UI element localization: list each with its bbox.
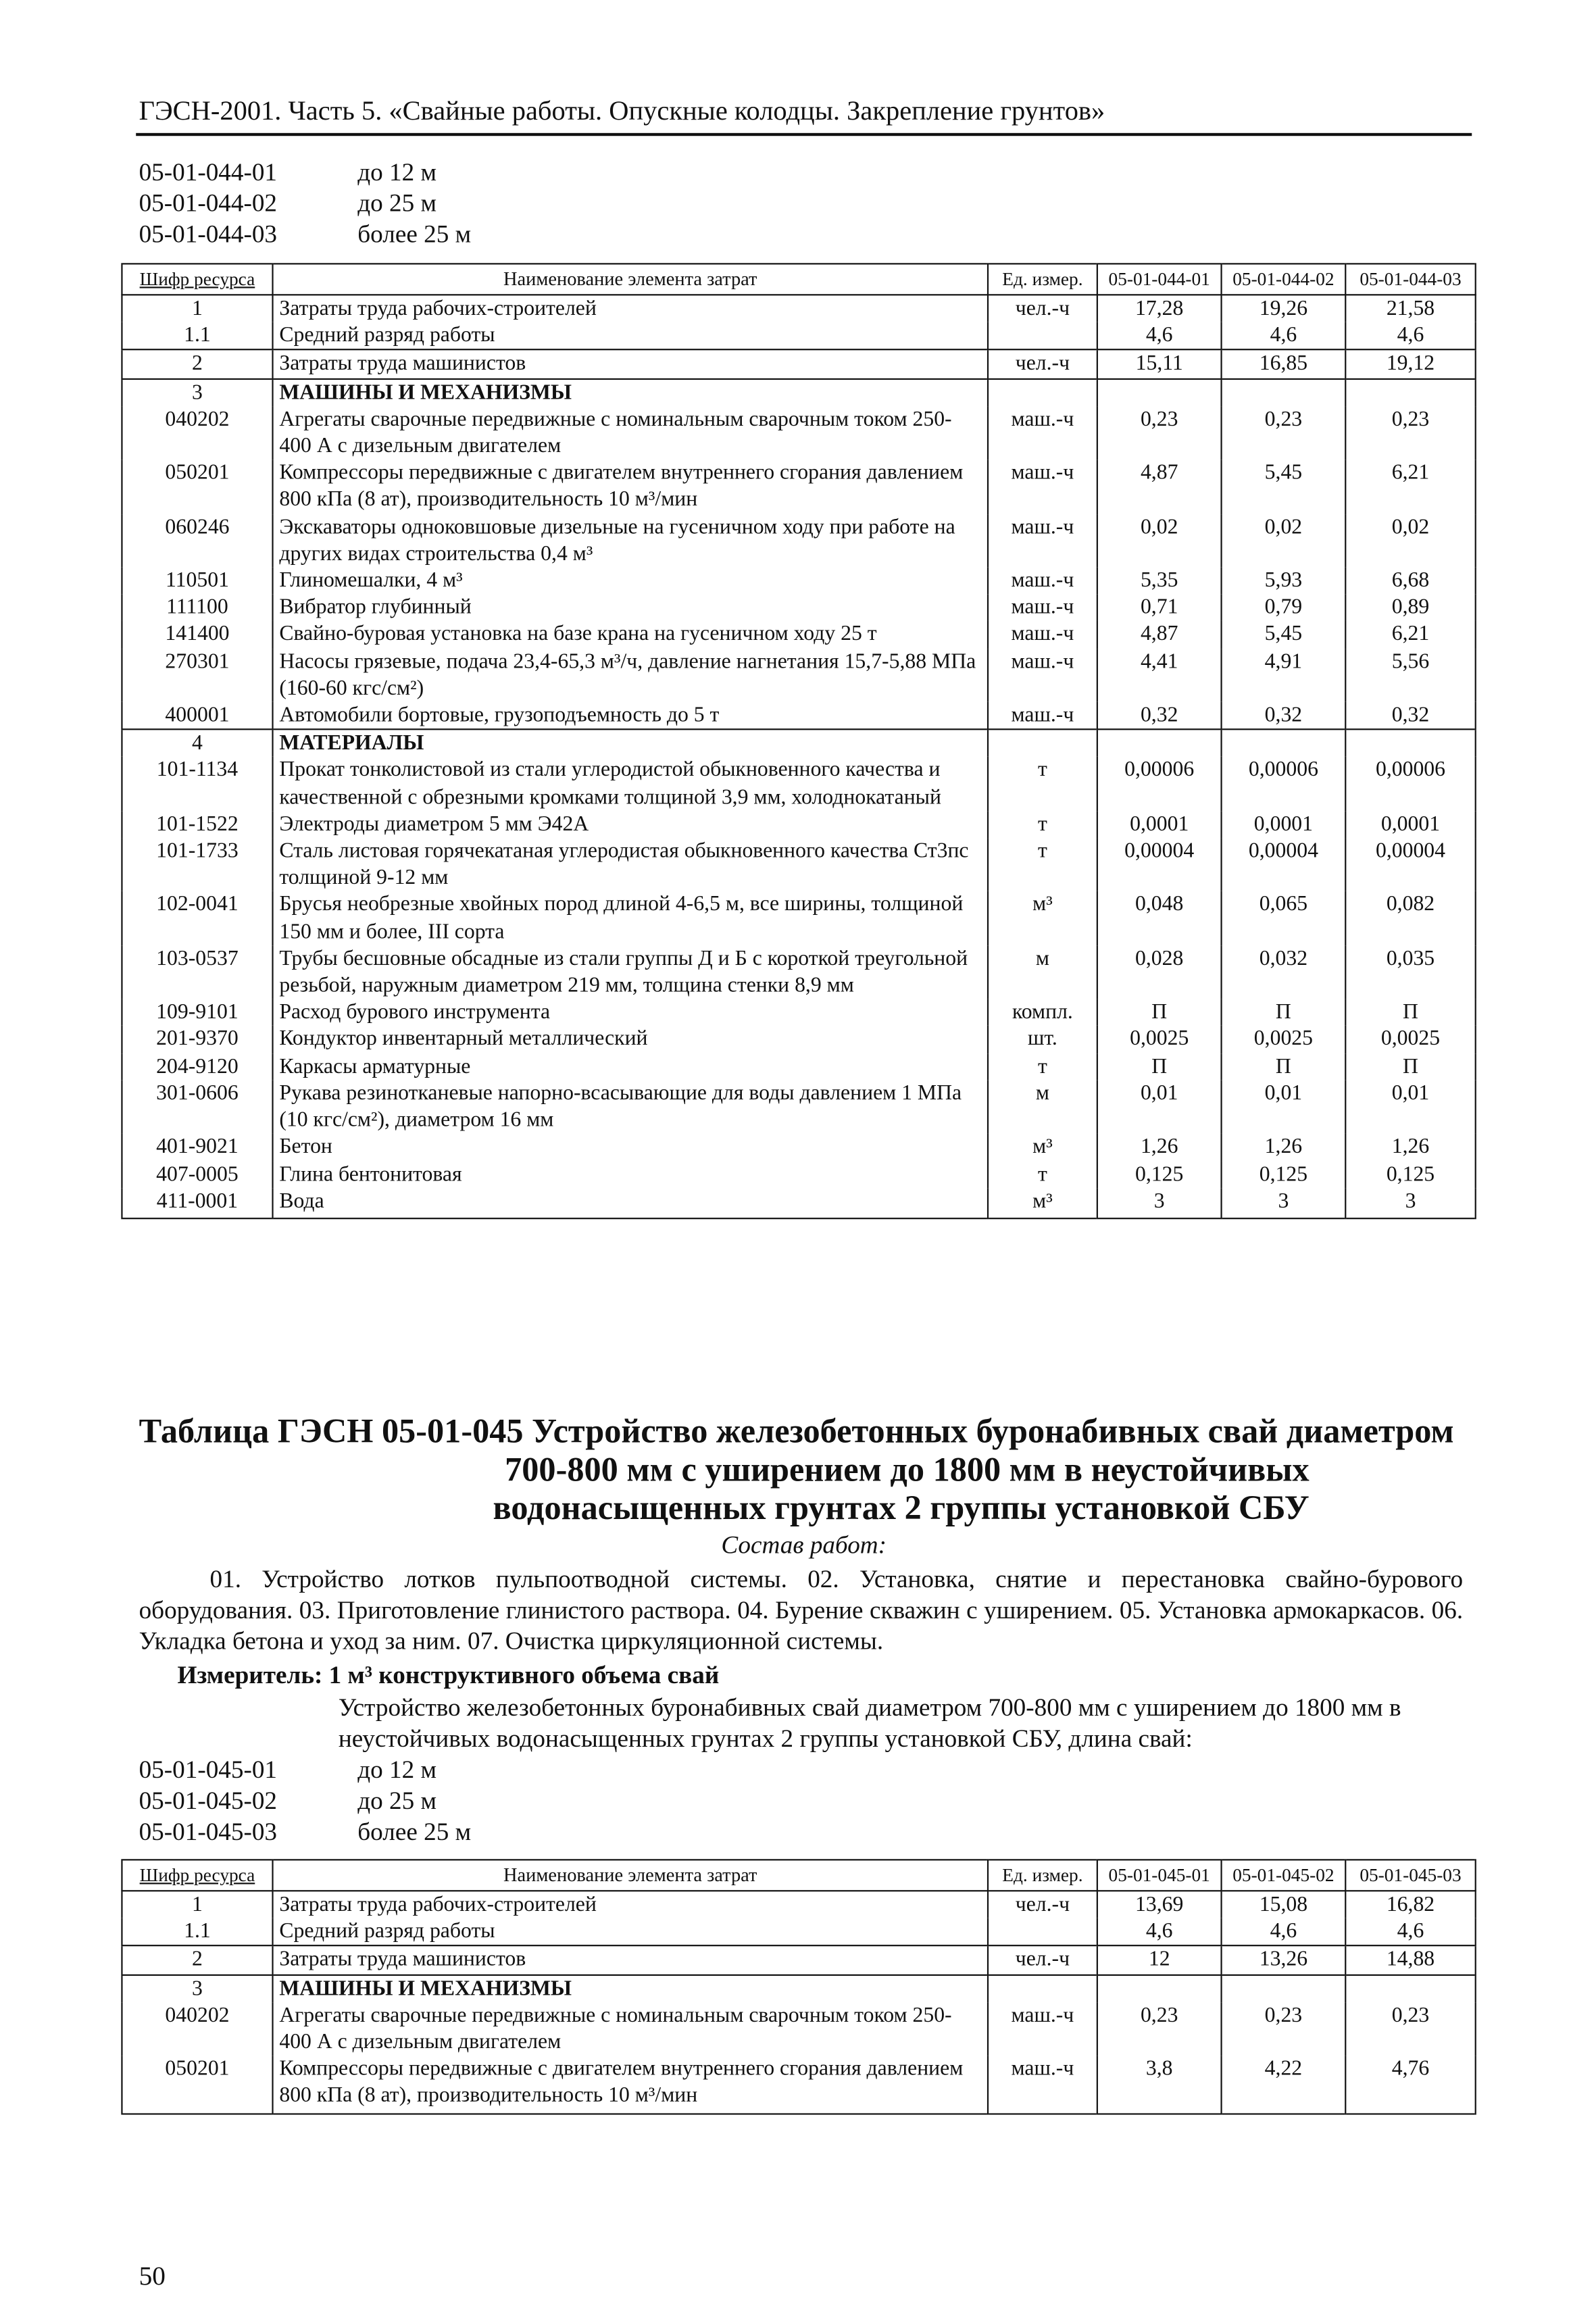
cell-norm-1 [1097,378,1222,406]
cell-cost-element: Автомобили бортовые, грузоподъемность до 5 т [273,702,989,730]
cell-cost-element: Затраты труда машинистов [273,350,989,378]
cell-resource-code: 4 [122,730,272,757]
cell-cost-element: Затраты труда рабочих-строителей [273,295,989,322]
table-row [122,757,1475,812]
cell-norm-1: 13,69 [1097,1891,1222,1918]
cell-norm-1: 0,23 [1097,406,1222,460]
cell-norm-2: 0,32 [1222,702,1346,730]
code-list-row [139,157,730,188]
cell-cost-element: Рукава резинотканевые напорно-всасывающие для воды давлением 1 МПа (10 кгс/см²), диаметром 16 мм [273,1080,989,1134]
table-row [122,811,1475,838]
cell-norm-2: 1,26 [1222,1134,1346,1161]
cell-norm-3: 0,0001 [1345,811,1475,838]
cell-cost-element: Расход бурового инструмента [273,999,989,1026]
cell-norm-2: 0,02 [1222,514,1346,568]
cell-norm-1: 0,02 [1097,514,1222,568]
cell-norm-1: 5,35 [1097,568,1222,595]
cell-norm-2: 0,0025 [1222,1026,1346,1053]
cell-unit: чел.-ч [988,1946,1097,1974]
cell-unit: м³ [988,1134,1097,1161]
cell-unit: шт. [988,1026,1097,1053]
cell-norm-3: 0,01 [1345,1080,1475,1134]
cell-norm-2: 0,79 [1222,595,1346,622]
cell-norm-1: 0,048 [1097,892,1222,946]
cell-cost-element: Трубы бесшовные обсадные из стали группы Д и Б с короткой треугольной резьбой, наружным диаметром 219 мм, толщина стенки 8,9 мм [273,945,989,999]
cell-norm-3: 5,56 [1345,648,1475,702]
cell-resource-code: 040202 [122,2002,272,2056]
cell-resource-code: 2 [122,1946,272,1974]
cell-resource-code: 1.1 [122,1918,272,1946]
cell-cost-element: Вода [273,1188,989,1218]
cell-cost-element: Компрессоры передвижные с двигателем внутреннего сгорания давлением 800 кПа (8 ат), производительность 10 м³/мин [273,2056,989,2114]
cell-unit [988,322,1097,350]
cell-norm-1: 3 [1097,1188,1222,1218]
cell-unit: маш.-ч [988,460,1097,514]
cell-norm-3: 1,26 [1345,1134,1475,1161]
cell-norm-3: 16,82 [1345,1891,1475,1918]
cell-norm-1: 3,8 [1097,2056,1222,2114]
header-norm-1: 05-01-045-01 [1097,1860,1222,1891]
cell-unit: м³ [988,1188,1097,1218]
resource-table-body [122,1891,1475,2113]
cell-resource-code: 101-1134 [122,757,272,812]
cell-norm-2: 15,08 [1222,1891,1346,1918]
cell-norm-2 [1222,378,1346,406]
cell-resource-code: 270301 [122,648,272,702]
code-list-row [139,188,730,219]
cell-cost-element: Средний разряд работы [273,1918,989,1946]
cell-norm-2: 0,01 [1222,1080,1346,1134]
cell-unit [988,378,1097,406]
cell-cost-element: Вибратор глубинный [273,595,989,622]
table-row [122,295,1475,322]
cell-cost-element: Агрегаты сварочные передвижные с номинальным сварочным током 250-400 А с дизельным двигателем [273,2002,989,2056]
cell-norm-3: 14,88 [1345,1946,1475,1974]
cell-unit: маш.-ч [988,621,1097,648]
code-length: до 25 м [357,1787,437,1815]
cell-cost-element: МАШИНЫ И МЕХАНИЗМЫ [273,1974,989,2002]
cell-norm-3: 0,125 [1345,1161,1475,1188]
cell-cost-element: Электроды диаметром 5 мм Э42А [273,811,989,838]
cell-resource-code: 102-0041 [122,892,272,946]
cell-norm-3: 4,76 [1345,2056,1475,2114]
cell-unit [988,730,1097,757]
cell-cost-element: Прокат тонколистовой из стали углеродистой обыкновенного качества и качественной с обрезными кромками толщиной 3,9 мм, холоднокатаный [273,757,989,812]
code-list-row [139,1785,730,1816]
cell-norm-2: 0,125 [1222,1161,1346,1188]
cell-norm-2 [1222,1974,1346,2002]
table-row [122,1134,1475,1161]
cell-unit: компл. [988,999,1097,1026]
table-row [122,648,1475,702]
cell-norm-3: 0,32 [1345,702,1475,730]
cell-resource-code: 101-1733 [122,838,272,892]
cell-cost-element: Насосы грязевые, подача 23,4-65,3 м³/ч, давление нагнетания 15,7-5,88 МПа (160-60 кгс/см²) [273,648,989,702]
table-row [122,1053,1475,1080]
works-composition-text: 01. Устройство лотков пульпоотводной системы. 02. Установка, снятие и перестановка свайно-бурового оборудования. 03. Приготовление глинистого раствора. 04. Бурение скважин с уширением. 05. Установка армокаркасов. 06. Укладка бетона и уход за ним. 07. Очистка циркуляционной системы. [139,1565,1464,1656]
header-norm-3: 05-01-045-03 [1345,1860,1475,1891]
cell-norm-2: 4,6 [1222,1918,1346,1946]
table-row [122,568,1475,595]
cell-resource-code: 111100 [122,595,272,622]
cell-unit: м [988,1080,1097,1134]
resource-table-044 [121,263,1476,1219]
cell-resource-code: 400001 [122,702,272,730]
table-row [122,892,1475,946]
cell-resource-code: 109-9101 [122,999,272,1026]
code-list-row [139,1816,730,1847]
cell-cost-element: Затраты труда машинистов [273,1946,989,1974]
cell-norm-3: 0,082 [1345,892,1475,946]
cell-norm-3: 6,21 [1345,460,1475,514]
table-row [122,1946,1475,1974]
code-number: 05-01-044-03 [139,220,278,249]
cell-norm-2: П [1222,1053,1346,1080]
table-title-line-1: Таблица ГЭСН 05-01-045 Устройство железобетонных буронабивных свай диаметром [139,1412,1454,1450]
code-list-row [139,219,730,250]
cell-cost-element: Компрессоры передвижные с двигателем внутреннего сгорания давлением 800 кПа (8 ат), производительность 10 м³/мин [273,460,989,514]
cell-norm-3: 19,12 [1345,350,1475,378]
cell-norm-1: 1,26 [1097,1134,1222,1161]
cell-norm-2: 4,6 [1222,322,1346,350]
cell-unit: т [988,838,1097,892]
table-row [122,702,1475,730]
cell-norm-2: 13,26 [1222,1946,1346,1974]
cell-unit: маш.-ч [988,702,1097,730]
cell-norm-2: 0,032 [1222,945,1346,999]
cell-norm-3: 0,23 [1345,2002,1475,2056]
cell-norm-3: 0,00004 [1345,838,1475,892]
cell-cost-element: Свайно-буровая установка на базе крана на гусеничном ходу 25 т [273,621,989,648]
cell-norm-3: 6,21 [1345,621,1475,648]
cell-norm-1: 0,01 [1097,1080,1222,1134]
table-row [122,595,1475,622]
cell-norm-2: 0,00006 [1222,757,1346,812]
cell-cost-element: Глина бентонитовая [273,1161,989,1188]
cell-resource-code: 201-9370 [122,1026,272,1053]
table-row [122,406,1475,460]
cell-norm-3 [1345,378,1475,406]
cell-unit [988,1918,1097,1946]
cell-resource-code: 407-0005 [122,1161,272,1188]
cell-resource-code: 3 [122,1974,272,2002]
table-row [122,2056,1475,2114]
cell-norm-2: 0,23 [1222,2002,1346,2056]
cell-resource-code: 141400 [122,621,272,648]
table-row [122,1891,1475,1918]
cell-resource-code: 050201 [122,460,272,514]
header-norm-2: 05-01-044-02 [1222,264,1346,295]
cell-resource-code: 301-0606 [122,1080,272,1134]
cell-cost-element: Средний разряд работы [273,322,989,350]
cell-unit: маш.-ч [988,406,1097,460]
table-row [122,350,1475,378]
cell-unit: маш.-ч [988,2056,1097,2114]
cell-unit: чел.-ч [988,295,1097,322]
cell-unit: маш.-ч [988,568,1097,595]
cell-norm-1: 0,23 [1097,2002,1222,2056]
cell-norm-2: 0,00004 [1222,838,1346,892]
cell-norm-2: 0,0001 [1222,811,1346,838]
cell-norm-2: 16,85 [1222,350,1346,378]
cell-resource-code: 1.1 [122,322,272,350]
header-cost-element: Наименование элемента затрат [273,1860,989,1891]
cell-unit: чел.-ч [988,350,1097,378]
cell-norm-1: 0,0025 [1097,1026,1222,1053]
cell-unit: т [988,1053,1097,1080]
cell-norm-3: П [1345,999,1475,1026]
cell-norm-1 [1097,1974,1222,2002]
cell-norm-2 [1222,730,1346,757]
table-row [122,1974,1475,2002]
cell-norm-1: 0,00006 [1097,757,1222,812]
unit-of-measure: Измеритель: 1 м³ конструктивного объема свай [177,1661,720,1689]
cell-norm-2: 5,93 [1222,568,1346,595]
table-row [122,514,1475,568]
cell-norm-2: 0,23 [1222,406,1346,460]
header-cost-element: Наименование элемента затрат [273,264,989,295]
table-row [122,2002,1475,2056]
cell-unit [988,1974,1097,2002]
cell-resource-code: 401-9021 [122,1134,272,1161]
code-number: 05-01-044-02 [139,189,278,218]
cell-norm-3: 0,89 [1345,595,1475,622]
code-list-045 [139,1754,730,1847]
cell-norm-3: 6,68 [1345,568,1475,595]
cell-resource-code: 103-0537 [122,945,272,999]
cell-resource-code: 060246 [122,514,272,568]
cell-norm-3: 21,58 [1345,295,1475,322]
cell-unit: т [988,1161,1097,1188]
code-length: более 25 м [357,220,472,249]
cell-resource-code: 204-9120 [122,1053,272,1080]
cell-norm-1: 0,125 [1097,1161,1222,1188]
table-row [122,730,1475,757]
cell-norm-1: 0,71 [1097,595,1222,622]
cell-norm-2: 19,26 [1222,295,1346,322]
cell-norm-3: 0,02 [1345,514,1475,568]
cell-norm-1: 12 [1097,1946,1222,1974]
code-length: до 12 м [357,1756,437,1784]
cell-cost-element: Сталь листовая горячекатаная углеродистая обыкновенного качества Ст3пс толщиной 9-12 мм [273,838,989,892]
table-row [122,838,1475,892]
cell-norm-1: П [1097,999,1222,1026]
cell-resource-code: 411-0001 [122,1188,272,1218]
cell-norm-1: 15,11 [1097,350,1222,378]
header-resource-code: Шифр ресурса [122,1860,272,1891]
table-row [122,1026,1475,1053]
cell-cost-element: Агрегаты сварочные передвижные с номинальным сварочным током 250-400 А с дизельным двигателем [273,406,989,460]
code-length: до 25 м [357,189,437,218]
cell-cost-element: Глиномешалки, 4 м³ [273,568,989,595]
code-length: более 25 м [357,1818,472,1846]
cell-cost-element: Брусья необрезные хвойных пород длиной 4-6,5 м, все ширины, толщиной 150 мм и более, III сорта [273,892,989,946]
table-title-line-3: водонасыщенных грунтах 2 группы установкой СБУ [493,1489,1310,1527]
cell-cost-element: Кондуктор инвентарный металлический [273,1026,989,1053]
header-norm-3: 05-01-044-03 [1345,264,1475,295]
cell-norm-2: 5,45 [1222,621,1346,648]
cell-cost-element: МАТЕРИАЛЫ [273,730,989,757]
cell-unit: маш.-ч [988,514,1097,568]
table-row [122,621,1475,648]
cell-resource-code: 1 [122,295,272,322]
cell-norm-2: 0,065 [1222,892,1346,946]
header-norm-2: 05-01-045-02 [1222,1860,1346,1891]
table-row [122,1080,1475,1134]
cell-norm-2: 3 [1222,1188,1346,1218]
cell-unit: маш.-ч [988,2002,1097,2056]
table-row [122,1188,1475,1218]
cell-norm-3 [1345,730,1475,757]
cell-norm-2: 4,91 [1222,648,1346,702]
table-title [139,1413,1469,1528]
cell-cost-element: Бетон [273,1134,989,1161]
cell-norm-2: 5,45 [1222,460,1346,514]
cell-norm-1: 4,87 [1097,460,1222,514]
cell-cost-element: Экскаваторы одноковшовые дизельные на гусеничном ходу при работе на других видах строительства 0,4 м³ [273,514,989,568]
cell-resource-code: 1 [122,1891,272,1918]
header-rule [136,133,1472,136]
cell-cost-element: МАШИНЫ И МЕХАНИЗМЫ [273,378,989,406]
cell-resource-code: 101-1522 [122,811,272,838]
cell-norm-1: 4,41 [1097,648,1222,702]
table-row [122,945,1475,999]
cell-resource-code: 2 [122,350,272,378]
cell-norm-3: 4,6 [1345,322,1475,350]
works-heading: Состав работ: [721,1530,887,1560]
cell-norm-3: 0,0025 [1345,1026,1475,1053]
cell-unit: м [988,945,1097,999]
cell-norm-2: П [1222,999,1346,1026]
cell-norm-1: 0,0001 [1097,811,1222,838]
header-norm-1: 05-01-044-01 [1097,264,1222,295]
code-list-row [139,1754,730,1785]
header-resource-code: Шифр ресурса [122,264,272,295]
cell-norm-1: П [1097,1053,1222,1080]
cell-norm-3 [1345,1974,1475,2002]
cell-norm-1: 0,00004 [1097,838,1222,892]
table-row [122,1161,1475,1188]
cell-unit: чел.-ч [988,1891,1097,1918]
table-title-line-2: 700-800 мм с уширением до 1800 мм в неустойчивых [505,1451,1310,1489]
header-unit: Ед. измер. [988,1860,1097,1891]
cell-resource-code: 3 [122,378,272,406]
table-row [122,378,1475,406]
cell-unit: маш.-ч [988,595,1097,622]
code-number: 05-01-045-02 [139,1787,278,1815]
cell-norm-2: 4,22 [1222,2056,1346,2114]
code-length: до 12 м [357,158,437,186]
cell-norm-3: 0,23 [1345,406,1475,460]
cell-norm-1: 0,32 [1097,702,1222,730]
cell-norm-3: 0,035 [1345,945,1475,999]
resource-table-045 [121,1859,1476,2114]
table-row [122,999,1475,1026]
cell-norm-1: 4,87 [1097,621,1222,648]
page-number: 50 [139,2261,166,2291]
cell-norm-1: 4,6 [1097,322,1222,350]
cell-unit: маш.-ч [988,648,1097,702]
cell-resource-code: 040202 [122,406,272,460]
norm-description: Устройство железобетонных буронабивных свай диаметром 700-800 мм с уширением до 1800 мм в неустойчивых водонасыщенных грунтах 2 группы установкой СБУ, длина свай: [338,1693,1401,1753]
cell-cost-element: Затраты труда рабочих-строителей [273,1891,989,1918]
cell-resource-code: 110501 [122,568,272,595]
table-row [122,1918,1475,1946]
cell-norm-3: П [1345,1053,1475,1080]
cell-cost-element: Каркасы арматурные [273,1053,989,1080]
cell-norm-1: 4,6 [1097,1918,1222,1946]
cell-norm-3: 0,00006 [1345,757,1475,812]
cell-norm-3: 4,6 [1345,1918,1475,1946]
cell-unit: м³ [988,892,1097,946]
cell-norm-3: 3 [1345,1188,1475,1218]
resource-table-body [122,295,1475,1218]
header-unit: Ед. измер. [988,264,1097,295]
cell-norm-1: 0,028 [1097,945,1222,999]
cell-resource-code: 050201 [122,2056,272,2114]
cell-unit: т [988,811,1097,838]
code-number: 05-01-044-01 [139,158,278,186]
cell-unit: т [988,757,1097,812]
code-number: 05-01-045-01 [139,1756,278,1784]
cell-norm-1: 17,28 [1097,295,1222,322]
cell-norm-1 [1097,730,1222,757]
code-list-044 [139,157,730,250]
running-head: ГЭСН-2001. Часть 5. «Свайные работы. Опускные колодцы. Закрепление грунтов» [139,97,1105,128]
table-row [122,322,1475,350]
table-row [122,460,1475,514]
code-number: 05-01-045-03 [139,1818,278,1846]
